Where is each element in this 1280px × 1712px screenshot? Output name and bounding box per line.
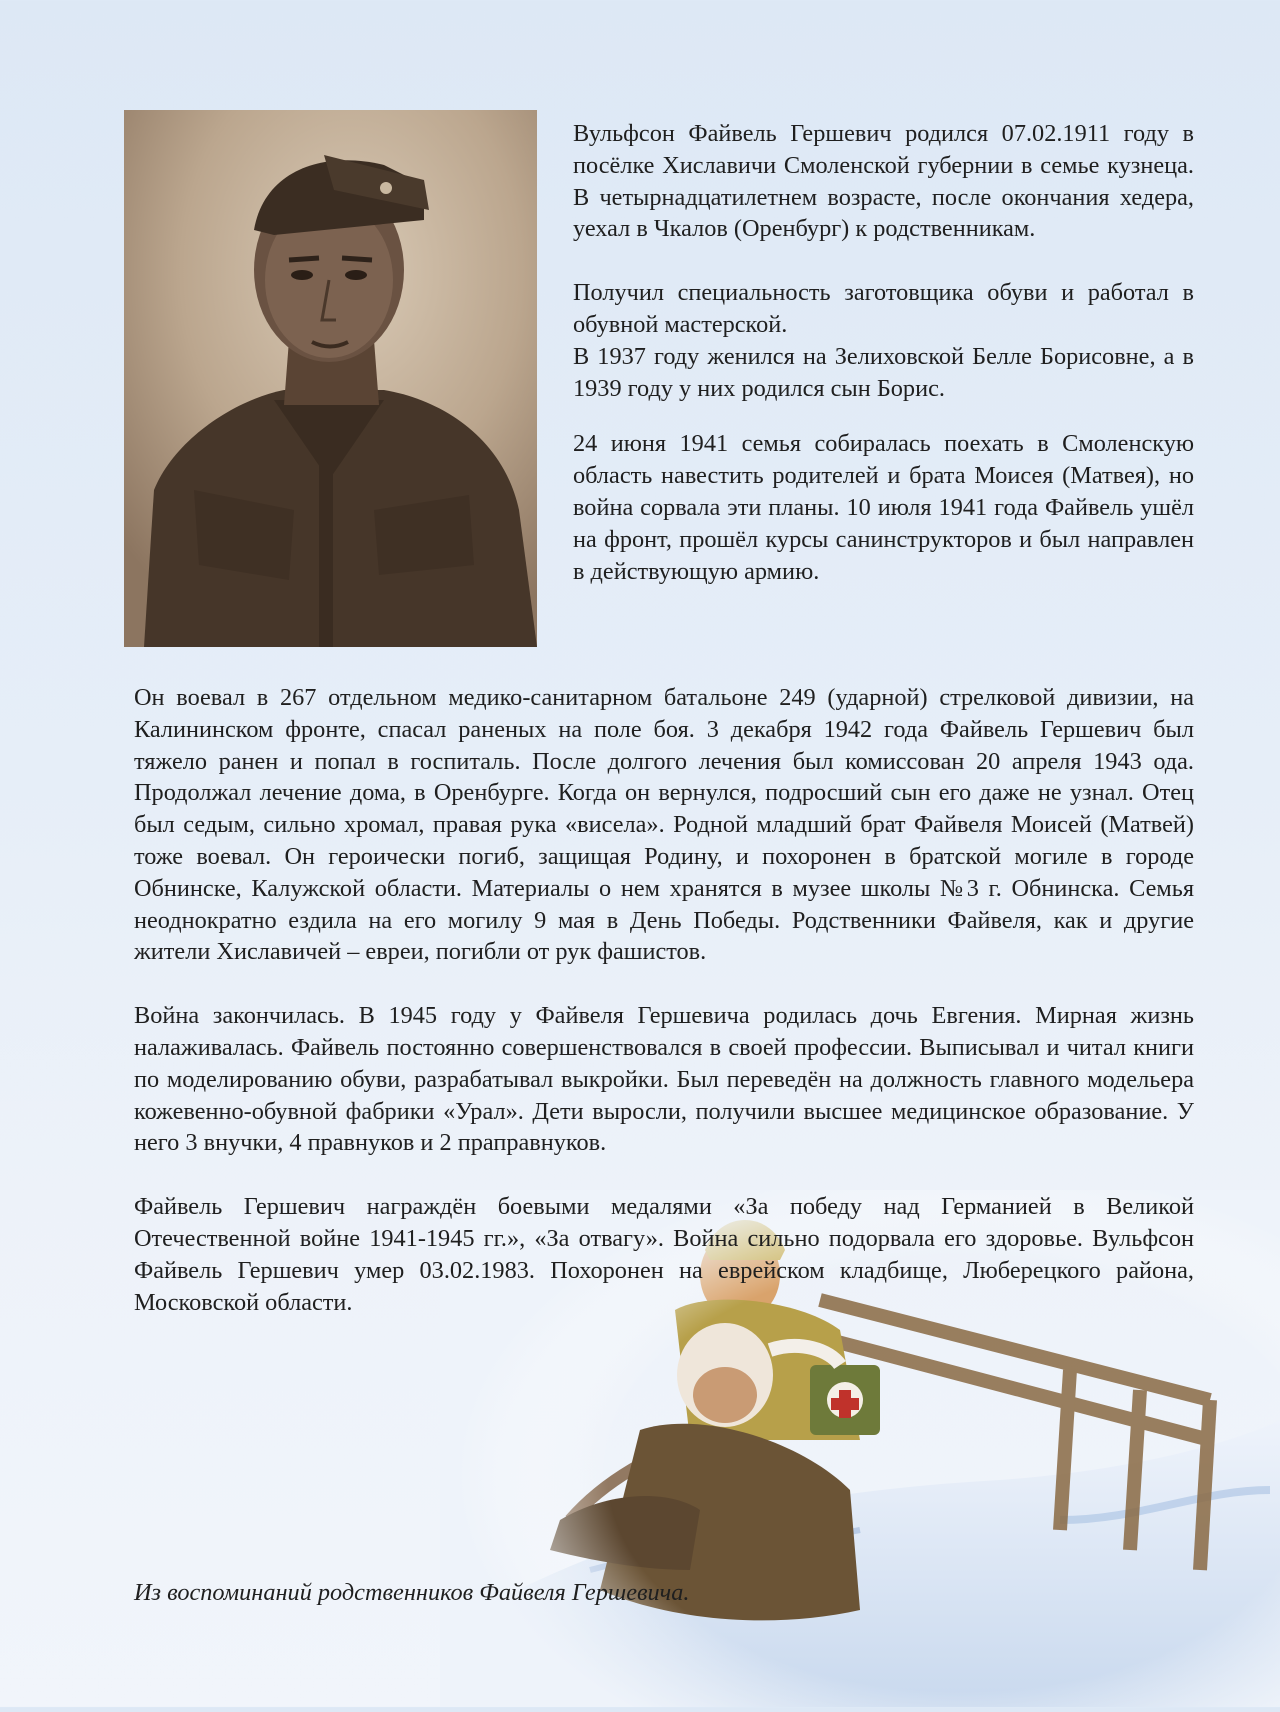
- intro-paragraph-profession: Получил специальность заготовщика обуви и работал в обувной мастерской.: [573, 279, 1194, 338]
- intro-text: [573, 118, 1194, 587]
- intro-paragraph-marriage: В 1937 году женился на Зелиховской Белле Борисовне, а в 1939 году у них родился сын Борис.: [573, 342, 1194, 402]
- main-paragraph-awards: Файвель Гершевич награждён боевыми медалями «За победу над Германией в Великой Отечественной войне 1941-1945 гг.», «За отвагу». Война сильно подорвала его здоровье. Вульфсон Файвель Гершевич умер 03.02.1983. Похоронен на еврейском кладбище, Люберецкого района, Московской области.: [134, 1193, 1194, 1316]
- main-paragraph-postwar: Война закончилась. В 1945 году у Файвеля Гершевича родилась дочь Евгения. Мирная жизнь налаживалась. Файвель постоянно совершенствовался в своей профессии. Выписывал и читал книги по моделированию обуви, разрабатывал выкройки. Был переведён на должность главного модельера кожевенно-обувной фабрики «Урал». Дети выросли, получили высшее медицинское образование. У него 3 внучки, 4 правнуков и 2 праправнуков.: [134, 1002, 1194, 1157]
- main-text: [134, 682, 1194, 1318]
- intro-paragraph-birth: Вульфсон Файвель Гершевич родился 07.02.1911 году в посёлке Хиславичи Смоленской губернии в семье кузнеца. В четырнадцатилетнем возрасте, после окончания хедера, уехал в Чкалов (Оренбург) к родственникам.: [573, 120, 1194, 243]
- signature: Из воспоминаний родственников Файвеля Гершевича.: [134, 1579, 690, 1606]
- main-paragraph-frontline: Он воевал в 267 отдельном медико-санитарном батальоне 249 (ударной) стрелковой дивизии, на Калининском фронте, спасал раненых на поле боя. 3 декабря 1942 года Файвель Гершевич был тяжело ранен и попал в госпиталь. После долгого лечения был комиссован 20 апреля 1943 ода. Продолжал лечение дома, в Оренбурге. Когда он вернулся, подросший сын его даже не узнал. Отец был седым, сильно хромал, правая рука «висела». Родной младший брат Файвеля Моисей (Матвей) тоже воевал. Он героически погиб, защищая Родину, и похоронен в братской могиле в городе Обнинске, Калужской области. Материалы о нем хранятся в музее школы №3 г. Обнинска. Семья неоднократно ездила на его могилу 9 мая в День Победы. Родственники Файвеля, как и другие жители Хиславичей – евреи, погибли от рук фашистов.: [134, 684, 1194, 966]
- portrait-photo: [124, 110, 537, 647]
- intro-paragraph-war-start: 24 июня 1941 семья собиралась поехать в Смоленскую область навестить родителей и брата Моисея (Матвея), но война сорвала эти планы. 10 июля 1941 года Файвель ушёл на фронт, прошёл курсы санинструкторов и был направлен в действующую армию.: [573, 430, 1194, 585]
